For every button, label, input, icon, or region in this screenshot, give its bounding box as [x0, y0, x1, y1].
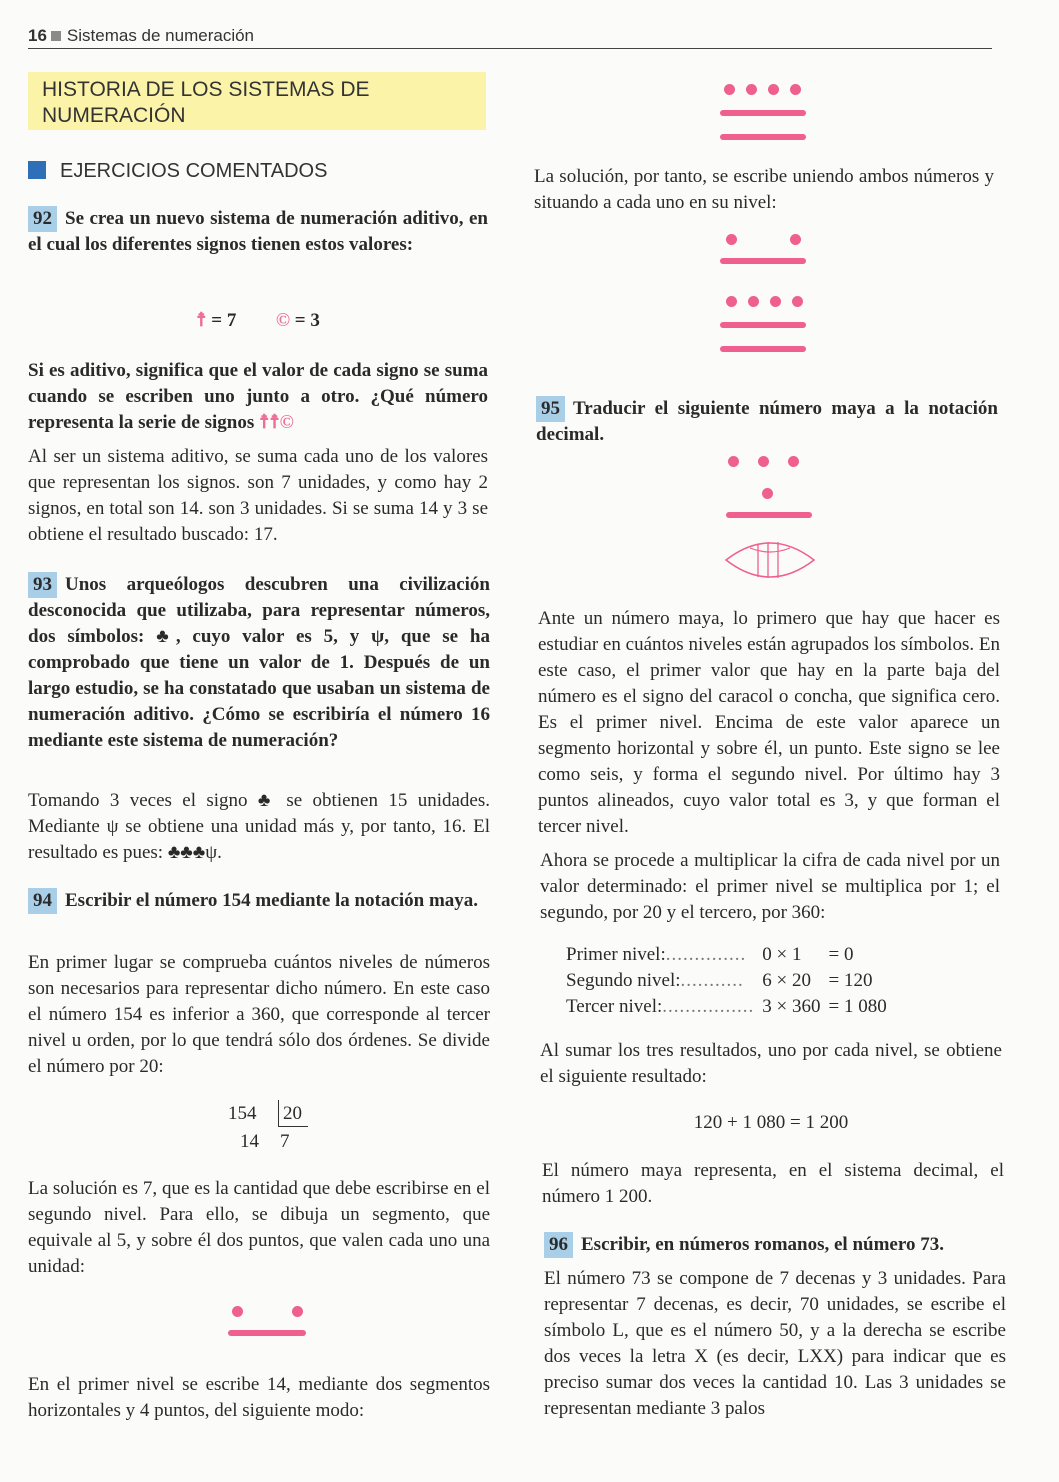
divisor: 20: [278, 1100, 308, 1127]
row-label: Segundo nivel:: [566, 970, 681, 991]
exercise-92-values: ☨ = 7 © = 3: [196, 310, 320, 331]
row-label: Primer nivel:: [566, 944, 666, 965]
subheading-text: EJERCICIOS COMENTADOS: [60, 160, 328, 182]
maya-bar: [720, 322, 806, 328]
exercise-94-p1: En primer lugar se comprueba cuántos niveles de números son necesarios para representar dicho número. En este caso el número 154 es inferior a 360, que corresponde al tercer nivel u orden, por lo que tendrá sólo dos órdenes. Se divide el número por 20:: [28, 952, 490, 1077]
cross-symbol-icon: ☨: [196, 310, 207, 331]
maya-dot: [232, 1306, 243, 1317]
exercise-94-p3: En el primer nivel se escribe 14, mediante dos segmentos horizontales y 4 puntos, del siguiente modo:: [28, 1374, 490, 1421]
statement-text: Traducir el siguiente número maya a la notación decimal.: [536, 398, 998, 445]
exercise-95-p3: Al sumar los tres resultados, uno por cada nivel, se obtiene el siguiente resultado:: [540, 1040, 1002, 1087]
exercise-number: 93: [28, 572, 57, 598]
maya-number-1200: [722, 452, 818, 592]
exercise-96-statement: [544, 1232, 1006, 1258]
maya-bar: [720, 134, 806, 140]
sum-equation: 120 + 1 080 = 1 200: [693, 1112, 849, 1133]
maya-bar: [228, 1330, 306, 1336]
exercise-95-p1: Ante un número maya, lo primero que hay que hacer es estudiar en cuántos niveles están agrupados los símbolos. En este caso, el primer valor que hay en la parte baja del número es el signo del caracol o concha, que significa cero. Es el primer nivel. Encima de este valor aparece un segmento horizontal y sobre él, un punto. Este signo se lee como seis, y forma el segundo nivel. Por último hay 3 puntos alineados, cuyo valor total es 3, y que forman el tercer nivel.: [538, 608, 1000, 837]
row-result: = 120: [828, 970, 873, 991]
exercise-92-statement: [28, 206, 488, 258]
maya-bar: [720, 258, 806, 264]
quotient: 7: [280, 1131, 290, 1152]
maya-dot: [748, 296, 759, 307]
maya-dot: [788, 456, 799, 467]
banner-line-1: HISTORIA DE LOS SISTEMAS DE: [42, 78, 370, 101]
statement-text: Escribir, en números romanos, el número 73.: [581, 1234, 944, 1255]
maya-shell-zero-icon: [724, 532, 816, 588]
exercise-92-answer: Al ser un sistema aditivo, se suma cada uno de los valores que representan los signos. son 7 unidades, y como hay 2 signos, en total son 14. son 3 unidades. Si se suma 14 y 3 se obtiene el resultado buscado: 17.: [28, 446, 488, 545]
maya-dot: [292, 1306, 303, 1317]
exercise-94-p4: La solución, por tanto, se escribe uniendo ambos números y situando a cada uno en su nivel:: [534, 166, 994, 213]
exercise-95-p2: Ahora se procede a multiplicar la cifra de cada nivel por un valor determinado: el primer nivel se multiplica por 1; el segundo, por 20 y el tercero, por 360:: [540, 850, 1000, 923]
exercise-number: 95: [536, 396, 565, 422]
table-row: Tercer nivel:................ 3 × 360 = 1 080: [562, 994, 891, 1020]
exercise-96-p1: El número 73 se compone de 7 decenas y 3 unidades. Para representar 7 decenas, es decir, 70 unidades, se escribe el símbolo L, que es el número 50, y a la derecha se escribe dos veces la letra X (es decir, LXX) para indicar que es preciso sumar dos veces la cantidad 10. Las 3 unidades se representan mediante 3 palos: [544, 1268, 1006, 1419]
page-header: [28, 26, 992, 49]
maya-number-7: [228, 1300, 308, 1340]
section-subheading: [28, 160, 327, 183]
maya-dot: [726, 234, 737, 245]
maya-dot: [762, 488, 773, 499]
maya-bar: [720, 110, 806, 116]
maya-dot: [792, 296, 803, 307]
blue-square-icon: [28, 161, 46, 179]
exercise-95-p4: El número maya representa, en el sistema decimal, el número 1 200.: [542, 1160, 1004, 1207]
row-result: = 0: [828, 944, 854, 965]
exercise-94-p2: La solución es 7, que es la cantidad que debe escribirse en el segundo nivel. Para ello, se dibuja un segmento, que equivale al 5, y sobre él dos puntos, que valen cada uno una unidad:: [28, 1178, 490, 1277]
maya-bar: [726, 512, 812, 518]
maya-number-154: [720, 228, 810, 368]
maya-dot: [728, 456, 739, 467]
maya-dot: [758, 456, 769, 467]
question-text: Si es aditivo, significa que el valor de cada signo se suma cuando se escriben uno junto a otro. ¿Qué número representa la serie de signos: [28, 360, 488, 433]
row-label: Tercer nivel:: [566, 996, 663, 1017]
page-number: 16: [28, 26, 47, 45]
maya-number-14: [720, 80, 810, 150]
level-multiplication-table: [562, 942, 891, 1020]
maya-dot: [790, 84, 801, 95]
dividend: 154: [228, 1103, 257, 1124]
statement-text: Escribir el número 154 mediante la notación maya.: [65, 890, 479, 911]
maya-dot: [746, 84, 757, 95]
division-layout: [228, 1100, 328, 1156]
shell-symbol-icon: ©: [275, 310, 291, 331]
banner-line-2: NUMERACIÓN: [42, 104, 186, 127]
symbol-series-icon: ☨☨©: [258, 412, 294, 433]
header-square-icon: [51, 31, 61, 41]
exercise-number: 92: [28, 206, 57, 232]
statement-text: Unos arqueólogos descubren una civilización desconocida que utilizaba, para representar números, dos símbolos: ♣, cuyo valor es 5, y ψ, que se ha comprobado que tiene un valor de 1. Después de un largo estudio, se ha constatado que usaban un sistema de numeración aditivo. ¿Cómo se escribiría el número 16 mediante este sistema de numeración?: [28, 574, 490, 751]
row-expression: 3 × 360: [762, 996, 821, 1017]
table-row: Segundo nivel:........... 6 × 20 = 120: [562, 968, 891, 994]
section-title: Sistemas de numeración: [66, 26, 255, 45]
remainder: 14: [240, 1131, 259, 1152]
maya-dot: [726, 296, 737, 307]
exercise-92-question: [28, 358, 488, 436]
maya-dot: [770, 296, 781, 307]
statement-text: Se crea un nuevo sistema de numeración aditivo, en el cual los diferentes signos tienen estos valores:: [28, 208, 488, 255]
maya-dot: [768, 84, 779, 95]
exercise-93-statement: [28, 572, 490, 754]
row-expression: 6 × 20: [762, 970, 811, 991]
exercise-95-statement: [536, 396, 998, 448]
table-row: Primer nivel:.............. 0 × 1 = 0: [562, 942, 891, 968]
maya-dot: [724, 84, 735, 95]
row-result: = 1 080: [828, 996, 887, 1017]
exercise-93-answer: Tomando 3 veces el signo ♣ se obtienen 15 unidades. Mediante ψ se obtiene una unidad más y, por tanto, 16. El resultado es pues: ♣♣♣ψ.: [28, 790, 490, 863]
maya-bar: [720, 346, 806, 352]
exercise-number: 96: [544, 1232, 573, 1258]
exercise-number: 94: [28, 888, 57, 914]
maya-dot: [790, 234, 801, 245]
chapter-banner: [28, 72, 486, 130]
exercise-94-statement: [28, 888, 490, 914]
row-expression: 0 × 1: [762, 944, 802, 965]
